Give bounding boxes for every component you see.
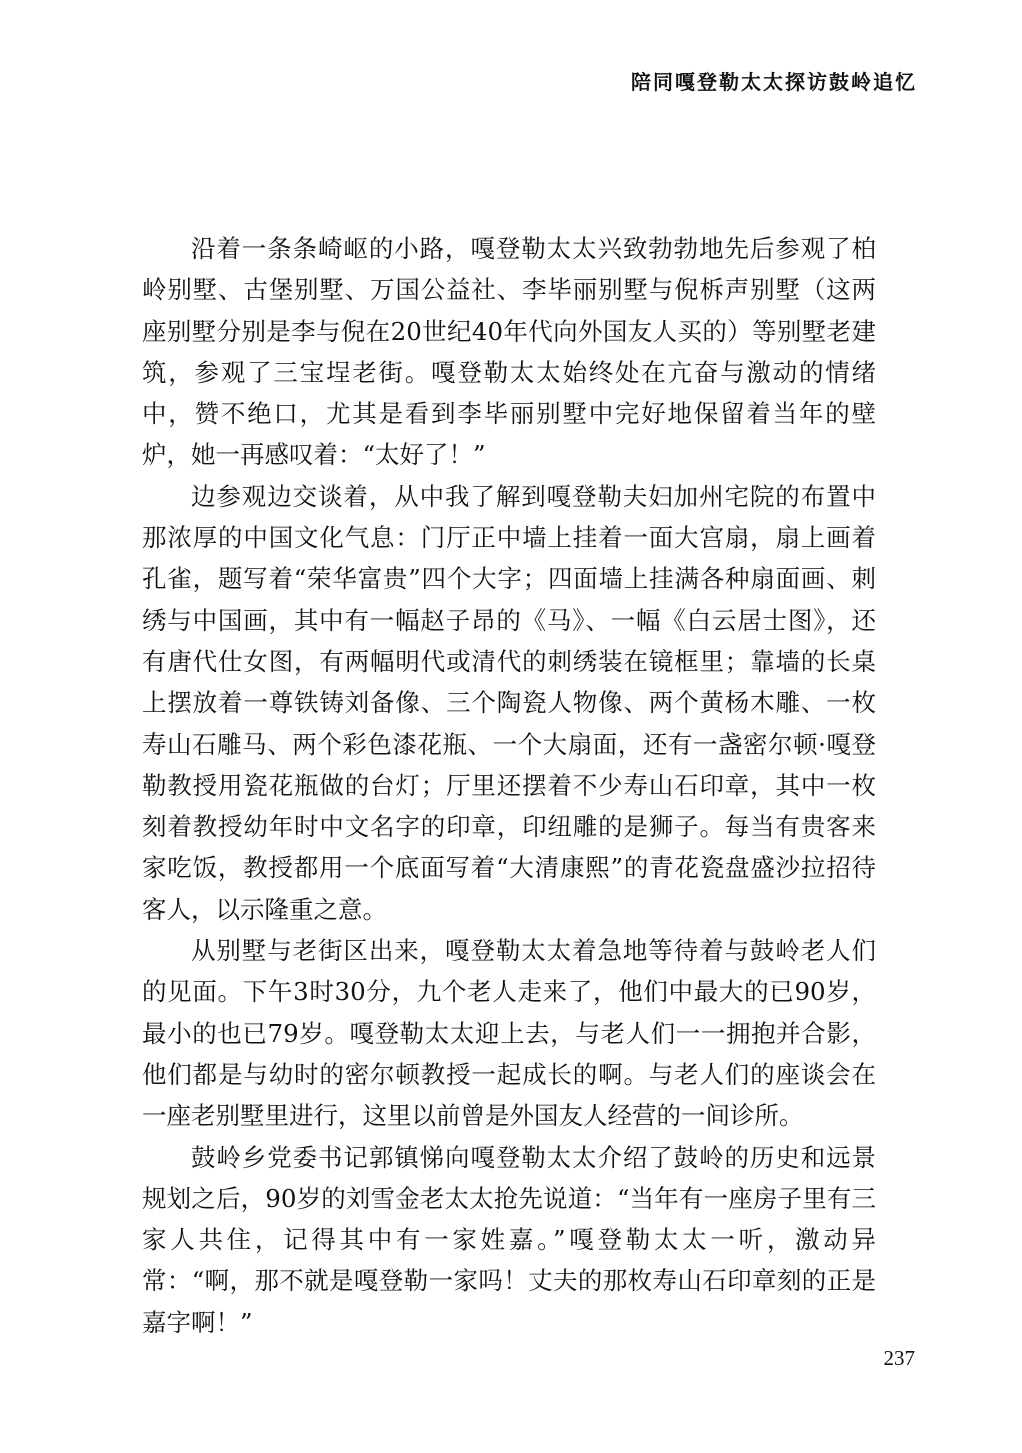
paragraph-3: 从别墅与老街区出来，嘎登勒太太着急地等待着与鼓岭老人们的见面。下午3时30分，九个老人走来了，他们中最大的已90岁，最小的也已79岁。嘎登勒太太迎上去，与老人们一一拥抱并合影，他们都是与幼时的密尔顿教授一起成长的啊。与老人们的座谈会在一座老别墅里进行，这里以前曾是外国友人经营的一间诊所。 <box>142 936 876 1131</box>
body-text <box>142 228 876 1343</box>
running-header: 陪同嘎登勒太太探访鼓岭追忆 <box>631 70 917 94</box>
paragraph-1: 沿着一条条崎岖的小路，嘎登勒太太兴致勃勃地先后参观了柏岭别墅、古堡别墅、万国公益社、李毕丽别墅与倪柝声别墅（这两座别墅分别是李与倪在20世纪40年代向外国友人买的）等别墅老建筑，参观了三宝埕老街。嘎登勒太太始终处在亢奋与激动的情绪中，赞不绝口，尤其是看到李毕丽别墅中完好地保留着当年的壁炉，她一再感叹着：“太好了！” <box>142 234 876 470</box>
page-number: 237 <box>883 1346 915 1370</box>
paragraph-4: 鼓岭乡党委书记郭镇悌向嘎登勒太太介绍了鼓岭的历史和远景规划之后，90岁的刘雪金老太太抢先说道：“当年有一座房子里有三家人共住，记得其中有一家姓嘉。”嘎登勒太太一听，激动异常：“啊，那不就是嘎登勒一家吗！丈夫的那枚寿山石印章刻的正是嘉字啊！” <box>142 1142 876 1337</box>
paragraph-2: 边参观边交谈着，从中我了解到嘎登勒夫妇加州宅院的布置中那浓厚的中国文化气息：门厅正中墙上挂着一面大宫扇，扇上画着孔雀，题写着“荣华富贵”四个大字；四面墙上挂满各种扇面画、刺绣与中国画，其中有一幅赵子昂的《马》、一幅《白云居士图》，还有唐代仕女图，有两幅明代或清代的刺绣装在镜框里；靠墙的长桌上摆放着一尊铁铸刘备像、三个陶瓷人物像、两个黄杨木雕、一枚寿山石雕马、两个彩色漆花瓶、一个大扇面，还有一盏密尔顿·嘎登勒教授用瓷花瓶做的台灯；厅里还摆着不少寿山石印章，其中一枚刻着教授幼年时中文名字的印章，印纽雕的是狮子。每当有贵客来家吃饭，教授都用一个底面写着“大清康熙”的青花瓷盘盛沙拉招待客人，以示隆重之意。 <box>142 481 876 924</box>
